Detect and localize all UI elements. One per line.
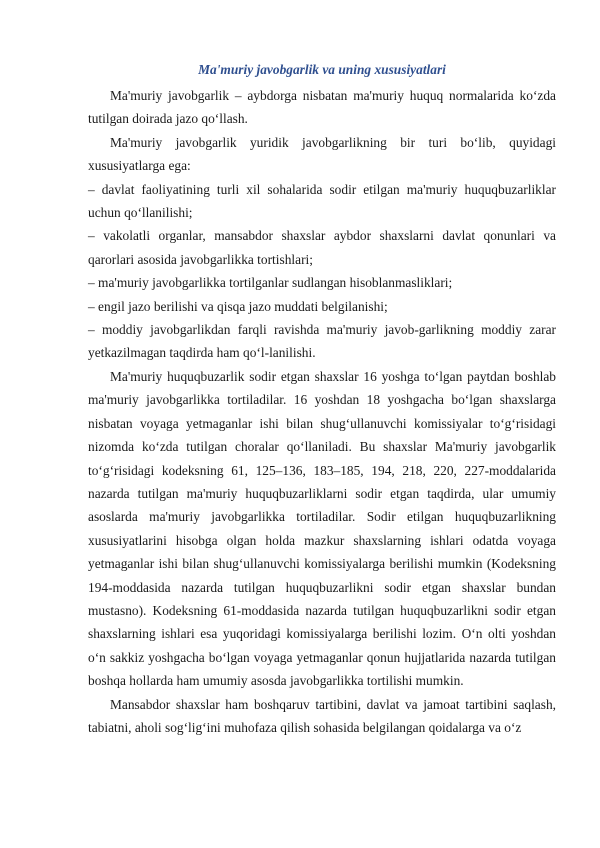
paragraph-definition: Ma'muriy javobgarlik – aybdorga nisbatan ma'muriy huquq normalarida ko‘zda tutilgan doirada jazo qo‘llash. (88, 88, 556, 127)
list-item-feature-5: – moddiy javobgarlikdan farqli ravishda ma'muriy javob-garlikning moddiy zarar yetkazilmagan taqdirda ham qo‘l-lanilishi. (88, 322, 556, 361)
list-item-feature-1: – davlat faoliyatining turli xil sohalarida sodir etilgan ma'muriy huquqbuzarliklar uchun qo‘llanilishi; (88, 181, 556, 221)
list-item-feature-3: – ma'muriy javobgarlikka tortilganlar sudlangan hisoblanmasliklari; (88, 275, 453, 291)
paragraph-age-liability: Ma'muriy huquqbuzarlik sodir etgan shaxslar 16 yoshga to‘lgan paytdan boshlab ma'muriy javobgarlikka tortiladilar. 16 yoshdan 18 yoshgacha bo‘lgan shaxslarga nisbatan voyaga yetmaganlar ishi bilan shug‘ullanuvchi komissiyalar to‘g‘risidagi nizomda ko‘zda tutilgan choralar qo‘llaniladi. Bu shaxslar Ma'muriy javobgarlik to‘g‘risidagi kodeksning 61, 125–136, 183–185, 194, 218, 220, 227-moddalarida nazarda tutilgan ma'muriy huquqbuzarliklarni sodir etgan taqdirda, ular umumiy asoslarda ma'muriy javobgarlikka tortiladilar. Sodir etilgan huquqbuzarlikning xususiyatlarini hisobga olgan holda mazkur shaxslarning ishlari odatda voyaga yetmaganlar ishi bilan shug‘ullanuvchi komissiyalarga berilishi mumkin (Kodeksning 194-moddasida nazarda tutilgan huquqbuzarlikni sodir etgan shaxslar bundan mustasno). Kodeksning 61-moddasida nazarda tutilgan huquqbuzarlikni sodir etgan shaxslarning ishlari esa yuqoridagi komissiyalarga berilishi lozim. O‘n olti yoshdan o‘n sakkiz yoshgacha bo‘lgan voyaga yetmaganlar qonun hujjatlarida nazarda tutilgan boshqa hollarda ham umumiy asosda javobgarlikka tortilishi mumkin. (88, 368, 556, 689)
list-item-feature-4: – engil jazo berilishi va qisqa jazo muddati belgilanishi; (88, 298, 388, 314)
paragraph-officials: Mansabdor shaxslar ham boshqaruv tartibini, davlat va jamoat tartibini saqlash, tabiatni, aholi sog‘lig‘ini muhofaza qilish sohasida belgilangan qoidalarga va o‘z (88, 696, 556, 735)
paragraph-features-intro: Ma'muriy javobgarlik yuridik javobgarlikning bir turi bo‘lib, quyidagi xususiyatlarga ega: (88, 134, 556, 174)
list-item-feature-2: – vakolatli organlar, mansabdor shaxslar aybdor shaxslarni davlat qonunlari va qarorlari asosida javobgarlikka tortishlari; (88, 228, 556, 267)
page-title: Ma'muriy javobgarlik va uning xususiyatlari (198, 62, 446, 77)
